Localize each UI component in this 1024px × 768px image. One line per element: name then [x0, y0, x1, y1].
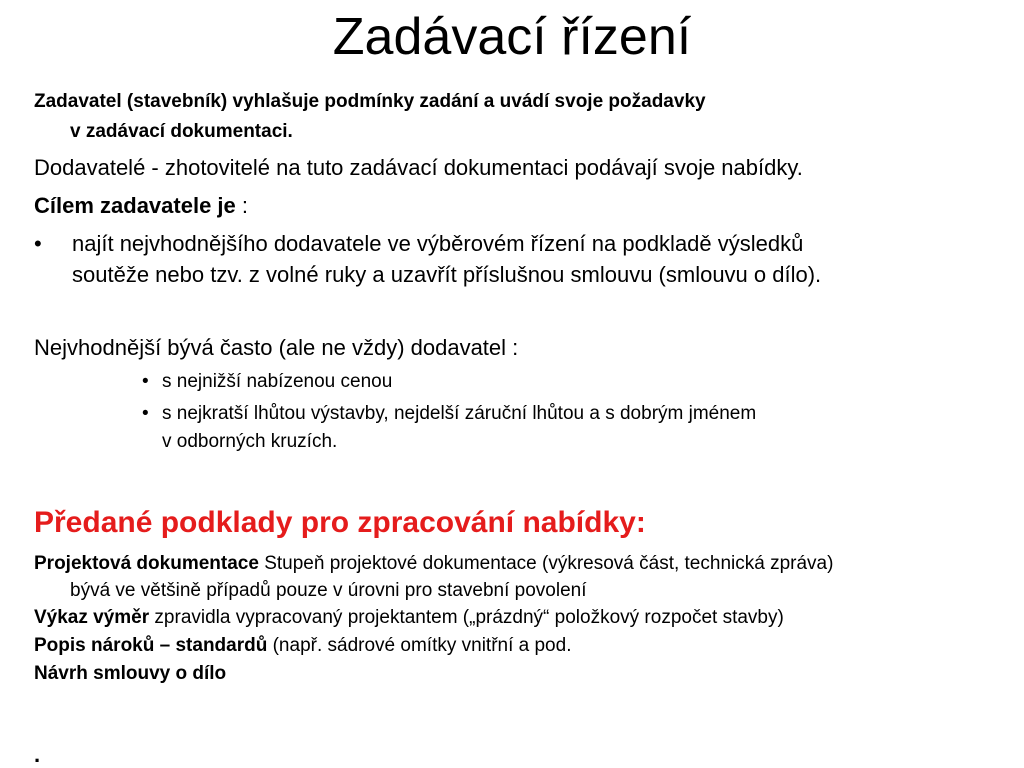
doc-item-1-bold: Projektová dokumentace — [34, 553, 259, 574]
doc-item-1-line-2: bývá ve většině případů pouze v úrovni pro stavební povolení — [70, 580, 587, 601]
doc-item-3-text: (např. sádrové omítky vnitřní a pod. — [267, 635, 572, 656]
doc-item-2-text: zpravidla vypracovaný projektantem („prázdný“ položkový rozpočet stavby) — [149, 607, 784, 628]
sub-bullet-marker-2: • — [142, 403, 149, 424]
bullet-line-2: soutěže nebo tzv. z volné ruky a uzavřít příslušnou smlouvu (smlouvu o dílo). — [72, 262, 822, 287]
documents-heading: Předané podklady pro zpracování nabídky: — [34, 506, 646, 539]
doc-item-3-bold: Popis nároků – standardů — [34, 635, 268, 656]
intro-line-2: v zadávací dokumentaci. — [70, 121, 293, 142]
intro-line-1: Zadavatel (stavebník) vyhlašuje podmínky zadání a uvádí svoje požadavky — [34, 91, 706, 112]
sub-bullet-item-2-line-2: v odborných kruzích. — [162, 431, 338, 452]
sub-bullet-item-2-line-1: s nejkratší lhůtou výstavby, nejdelší záruční lhůtou a s dobrým jménem — [162, 403, 757, 424]
doc-item-4: Návrh smlouvy o dílo — [34, 663, 227, 684]
sub-bullet-marker-1: • — [142, 371, 149, 392]
bullet-line-1: najít nejvhodnějšího dodavatele ve výběrovém řízení na podkladě výsledků — [72, 231, 804, 256]
doc-item-3 — [34, 634, 571, 658]
bullet-marker: • — [34, 231, 42, 256]
best-supplier-paragraph: Nejvhodnější bývá často (ale ne vždy) dodavatel : — [34, 335, 519, 360]
page-title: Zadávací řízení — [332, 8, 692, 66]
sub-bullet-item-1: s nejnižší nabízenou cenou — [162, 371, 393, 392]
suppliers-paragraph: Dodavatelé - zhotovitelé na tuto zadávací dokumentaci podávají svoje nabídky. — [34, 155, 803, 180]
goal-heading-colon: : — [235, 193, 249, 218]
trailing-dot: . — [34, 742, 41, 767]
doc-item-2-bold: Výkaz výměr — [34, 607, 150, 628]
goal-heading — [34, 193, 248, 219]
goal-heading-bold: Cílem zadavatele je — [34, 193, 236, 218]
doc-item-2 — [34, 606, 784, 630]
doc-item-1-text: Stupeň projektové dokumentace (výkresová část, technická zpráva) — [258, 553, 834, 574]
doc-item-1 — [34, 552, 833, 576]
